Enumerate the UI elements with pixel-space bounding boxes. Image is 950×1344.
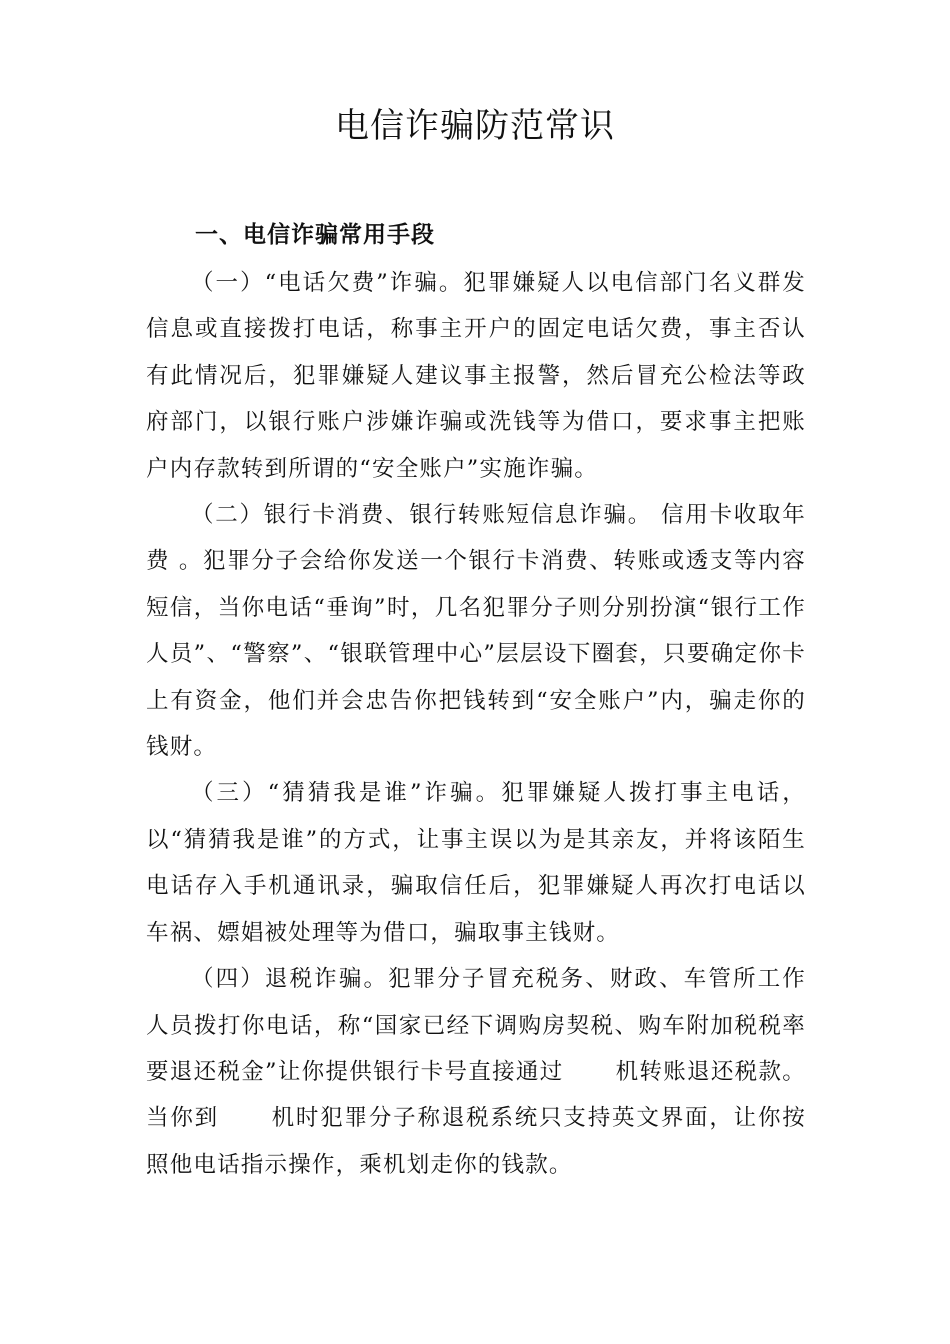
- paragraph-1: （一）“电话欠费”诈骗。犯罪嫌疑人以电信部门名义群发信息或直接拨打电话，称事主开户的固定电话欠费，事主否认有此情况后，犯罪嫌疑人建议事主报警，然后冒充公检法等政府部门，以银行账户涉嫌诈骗或洗钱等为借口，要求事主把账户内存款转到所谓的“安全账户”实施诈骗。: [146, 270, 806, 482]
- paragraph-3: （三）“猜猜我是谁”诈骗。犯罪嫌疑人拨打事主电话，以“猜猜我是谁”的方式，让事主误以为是其亲友，并将该陌生电话存入手机通讯录，骗取信任后，犯罪嫌疑人再次打电话以车祸、嫖娼被处理等为借口，骗取事主钱财。: [146, 780, 806, 946]
- document-body: [146, 260, 806, 1188]
- section-heading: 一、电信诈骗常用手段: [195, 222, 435, 248]
- paragraph-2: （二）银行卡消费、银行转账短信息诈骗。 信用卡收取年费 。犯罪分子会给你发送一个银行卡消费、转账或透支等内容短信，当你电话“垂询”时，几名犯罪分子则分别扮演“银行工作人员”、“警察”、“银联管理中心”层层设下圈套，只要确定你卡上有资金，他们并会忠告你把钱转到“安全账户”内，骗走你的钱财。: [146, 502, 806, 761]
- paragraph-4-part-c: 机时犯罪分子称退税系统只支持英文界面，让你按照他电话指示操作，乘机划走你的钱款。: [146, 1105, 806, 1178]
- paragraph-4-part-b: 机转账退还税款。当你到: [146, 1058, 806, 1132]
- paragraph-4-part-a: （四）退税诈骗。犯罪分子冒充税务、财政、车管所工作人员拨打你电话，称“国家已经下调购房契税、购车附加税税率要退还税金”让你提供银行卡号直接通过: [146, 966, 806, 1085]
- paragraph-4: [146, 956, 806, 1188]
- document-title: 电信诈骗防范常识: [335, 106, 615, 146]
